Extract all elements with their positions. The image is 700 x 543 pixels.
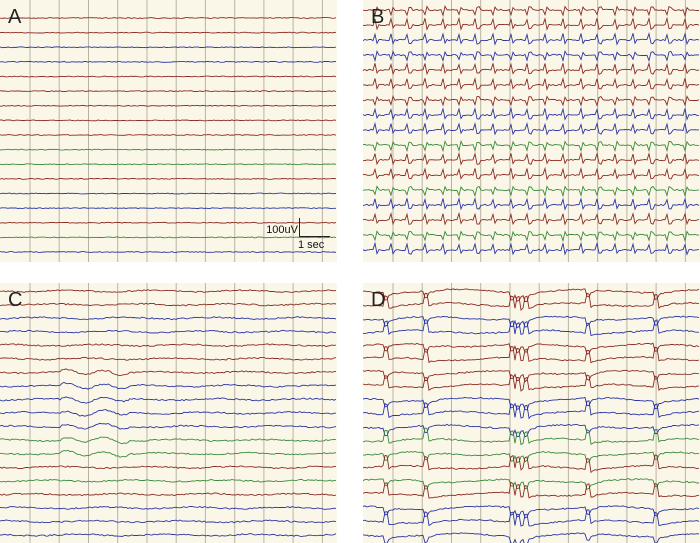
amplitude-scale-line	[299, 218, 300, 237]
eeg-channel-trace	[363, 347, 699, 363]
eeg-channel-trace	[363, 231, 699, 240]
eeg-channel-trace	[0, 382, 336, 389]
eeg-channel-trace	[0, 105, 336, 106]
time-scale-label: 1 sec	[298, 239, 325, 251]
time-scale-line	[299, 236, 330, 237]
eeg-channel-trace	[0, 290, 336, 293]
eeg-channel-trace	[0, 330, 336, 333]
eeg-channel-trace	[363, 482, 699, 498]
eeg-channel-trace	[0, 344, 336, 347]
eeg-channel-trace	[0, 91, 336, 92]
eeg-channel-trace	[363, 455, 699, 472]
eeg-channel-trace	[363, 320, 699, 336]
eeg-traces-d	[363, 283, 700, 543]
eeg-channel-trace	[0, 135, 336, 136]
eeg-channel-trace	[363, 198, 699, 209]
eeg-channel-trace	[363, 397, 699, 410]
eeg-channel-trace	[0, 76, 336, 77]
eeg-channel-trace	[0, 410, 336, 417]
eeg-channel-trace	[0, 193, 336, 194]
eeg-channel-trace	[363, 533, 699, 543]
eeg-channel-trace	[363, 213, 699, 224]
eeg-channel-trace	[0, 506, 336, 509]
eeg-panel-d	[363, 283, 700, 543]
eeg-channel-trace	[0, 303, 336, 306]
scale-bar	[260, 218, 334, 250]
eeg-channel-trace	[0, 493, 336, 496]
eeg-channel-trace	[363, 370, 699, 381]
eeg-channel-trace	[363, 6, 699, 15]
eeg-channel-trace	[363, 343, 699, 354]
panel-label-c: C	[8, 289, 23, 311]
eeg-channel-trace	[363, 243, 699, 254]
eeg-channel-trace	[0, 120, 336, 121]
eeg-channel-trace	[0, 479, 336, 482]
eeg-channel-trace	[0, 534, 336, 537]
eeg-channel-trace	[363, 18, 699, 29]
eeg-channel-trace	[363, 424, 699, 437]
eeg-channel-trace	[0, 164, 336, 165]
eeg-channel-trace	[363, 375, 699, 391]
eeg-channel-trace	[0, 149, 336, 150]
eeg-traces-c	[0, 283, 337, 543]
eeg-channel-trace	[363, 33, 699, 44]
eeg-channel-trace	[363, 289, 699, 302]
eeg-channel-trace	[363, 428, 699, 445]
eeg-channel-trace	[0, 357, 336, 360]
eeg-channel-trace	[0, 61, 336, 62]
eeg-channel-trace	[363, 293, 699, 310]
eeg-channel-trace	[0, 520, 336, 523]
eeg-channel-trace	[363, 78, 699, 89]
panel-label-b: B	[371, 6, 385, 28]
eeg-panel-b	[363, 0, 700, 262]
eeg-channel-trace	[0, 252, 336, 253]
eeg-panel-c	[0, 283, 337, 543]
eeg-channel-trace	[363, 141, 699, 150]
eeg-channel-trace	[0, 369, 336, 376]
eeg-channel-trace	[363, 51, 699, 60]
eeg-channel-trace	[0, 178, 336, 179]
panel-label-d: D	[371, 289, 386, 311]
eeg-channel-trace	[0, 397, 336, 403]
eeg-channel-trace	[363, 506, 699, 518]
eeg-channel-trace	[363, 479, 699, 490]
eeg-channel-trace	[363, 510, 699, 526]
eeg-channel-trace	[0, 450, 336, 457]
eeg-channel-trace	[363, 451, 699, 462]
eeg-panel-a	[0, 0, 337, 262]
eeg-channel-trace	[363, 316, 699, 328]
eeg-channel-trace	[0, 437, 336, 444]
eeg-channel-trace	[363, 168, 699, 179]
eeg-channel-trace	[0, 317, 336, 320]
eeg-channel-trace	[363, 96, 699, 105]
eeg-channel-trace	[363, 123, 699, 134]
panel-label-a: A	[8, 6, 22, 28]
eeg-channel-trace	[363, 186, 699, 195]
eeg-channel-trace	[0, 32, 336, 33]
eeg-channel-trace	[363, 63, 699, 74]
eeg-channel-trace	[0, 208, 336, 209]
eeg-traces-b	[363, 0, 700, 262]
eeg-channel-trace	[0, 423, 336, 429]
eeg-channel-trace	[0, 18, 336, 19]
amplitude-scale-label: 100uV	[266, 224, 298, 236]
eeg-channel-trace	[0, 466, 336, 469]
eeg-channel-trace	[0, 47, 336, 48]
eeg-channel-trace	[363, 153, 699, 164]
eeg-channel-trace	[363, 108, 699, 119]
